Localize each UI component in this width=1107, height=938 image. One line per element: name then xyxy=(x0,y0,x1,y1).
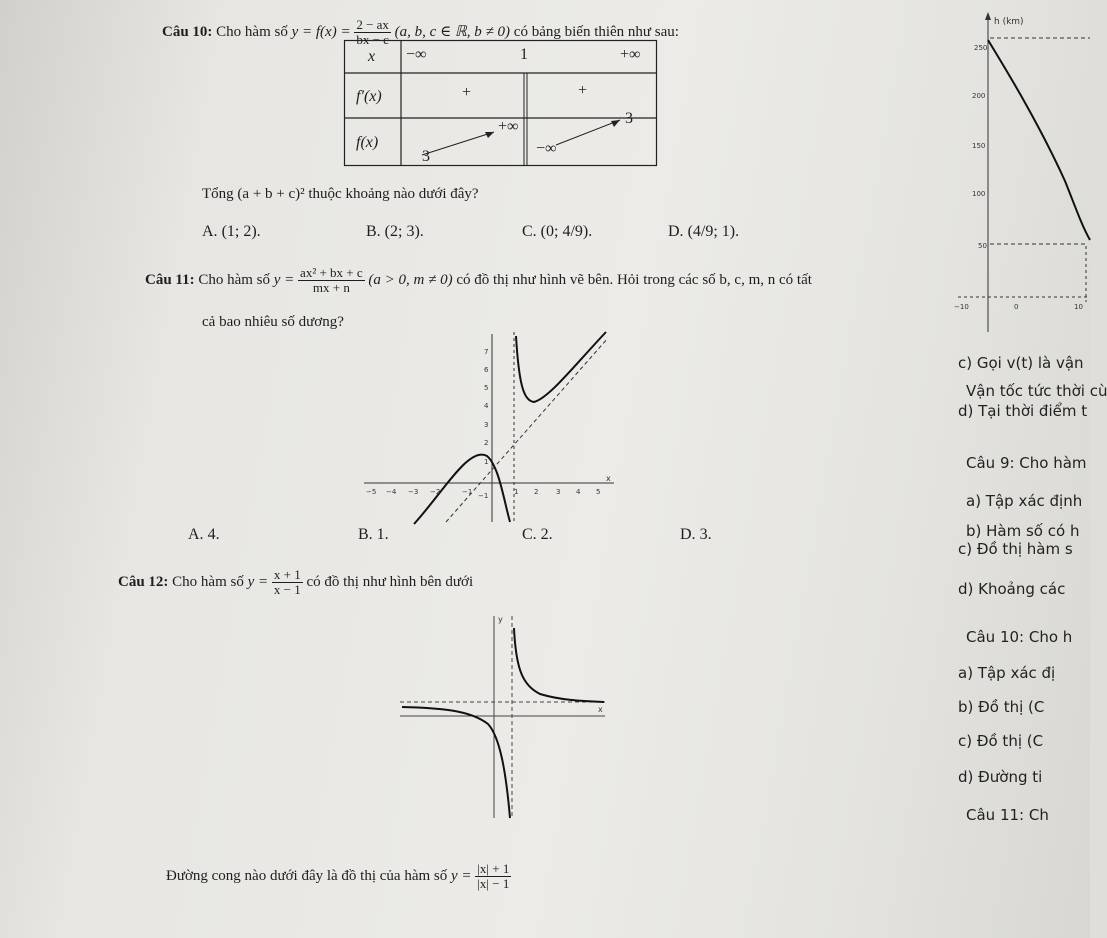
right-graph-tick-50: 50 xyxy=(978,242,987,250)
q11-tick-y-3: 3 xyxy=(484,421,489,429)
q11-tick-x-neg5: −5 xyxy=(366,488,377,496)
q10-option-d-text: (4/9; 1). xyxy=(687,223,740,240)
q12-bottom-lhs: y = xyxy=(451,867,472,884)
right-graph-tick-x-10: 10 xyxy=(1074,303,1083,311)
q11-tick-y-7: 7 xyxy=(484,348,489,356)
q12-bottom-fraction xyxy=(475,862,511,891)
q11-tick-y-2: 2 xyxy=(484,439,489,447)
q10-option-a[interactable] xyxy=(202,223,261,241)
vt-x-neg-inf: −∞ xyxy=(406,46,427,63)
vt-left-end: +∞ xyxy=(498,118,519,135)
variation-table xyxy=(344,40,657,166)
q10-label: Câu 10: xyxy=(162,23,213,40)
q10-intro: Cho hàm số xyxy=(216,23,288,40)
vt-func-label: f(x) xyxy=(356,134,379,151)
q10-option-b[interactable] xyxy=(366,223,424,241)
q11-tick-x-4: 4 xyxy=(576,488,581,496)
right-line-11: b) Đồ thị (C xyxy=(958,698,1045,716)
q11-tick-y-1: 1 xyxy=(484,458,489,466)
q12-graph xyxy=(400,612,610,822)
q11-option-a[interactable] xyxy=(188,526,220,544)
q11-func-num: ax² + bx + c xyxy=(300,265,363,280)
vt-x-label: x xyxy=(368,48,376,65)
q12-func-den: x − 1 xyxy=(273,582,301,597)
q10-func-den: bx − c xyxy=(356,32,389,47)
vt-left-start: 3 xyxy=(422,148,430,165)
q11-cond: (a > 0, m ≠ 0) xyxy=(368,271,453,288)
q11-option-c[interactable] xyxy=(522,526,553,544)
q11-option-a-text: 4. xyxy=(207,526,220,543)
q11-func-den: mx + n xyxy=(312,280,350,295)
q11-option-a-key: A. xyxy=(188,526,204,543)
q10-option-d[interactable] xyxy=(668,223,739,241)
q11-tick-x-neg2: −2 xyxy=(430,488,441,496)
vt-x-pos-inf: +∞ xyxy=(620,46,641,63)
right-graph-tick-x-neg10: −10 xyxy=(954,303,969,311)
q11-tick-x-2: 2 xyxy=(534,488,539,496)
q12-fraction xyxy=(272,568,303,597)
vt-deriv-sign-right: + xyxy=(578,82,588,99)
q11-option-c-key: C. xyxy=(522,526,537,543)
q11-option-d[interactable] xyxy=(680,526,712,544)
q11-tick-x-neg3: −3 xyxy=(408,488,419,496)
q11-tick-y-5: 5 xyxy=(484,384,489,392)
q11-tick-x-3: 3 xyxy=(556,488,561,496)
q11-tick-x-5: 5 xyxy=(596,488,601,496)
q12-axis-x-label: x xyxy=(598,705,603,714)
q11-tail2: cả bao nhiêu số dương? xyxy=(202,314,344,330)
q12-func-lhs: y = xyxy=(247,573,269,590)
q11-option-c-text: 2. xyxy=(540,526,553,543)
q11-graph xyxy=(364,326,614,526)
q12-bottom-num: |x| + 1 xyxy=(477,861,510,876)
q10-option-c[interactable] xyxy=(522,223,592,241)
q11-tick-x-neg1: −1 xyxy=(462,488,473,496)
q10-option-b-text: (2; 3). xyxy=(384,223,424,240)
right-line-1: c) Gọi v(t) là vận xyxy=(958,354,1084,372)
vt-right-end: 3 xyxy=(625,110,633,127)
q11-tick-y-labels xyxy=(478,348,489,500)
q11-option-d-key: D. xyxy=(680,526,696,543)
q12-bottom-line xyxy=(166,862,511,891)
q11-tick-y-6: 6 xyxy=(484,366,489,374)
q10-cond: (a, b, c ∈ ℝ, b ≠ 0) xyxy=(394,23,511,40)
q11-fraction xyxy=(298,266,365,295)
q12-intro: Cho hàm số xyxy=(172,573,244,590)
right-line-8: d) Khoảng các xyxy=(958,580,1066,598)
q10-option-c-key: C. xyxy=(522,223,537,240)
right-line-2: Vận tốc tức thời cù xyxy=(966,382,1107,400)
q10-option-a-key: A. xyxy=(202,223,218,240)
q10-option-a-text: (1; 2). xyxy=(221,223,261,240)
q11-label: Câu 11: xyxy=(145,271,195,288)
q11-tick-y-neg1: −1 xyxy=(478,492,489,500)
right-line-14: Câu 11: Ch xyxy=(966,806,1049,824)
q12-axis-y-label: y xyxy=(498,615,503,624)
q12-bottom-text: Đường cong nào dưới đây là đồ thị của hàm số xyxy=(166,867,448,884)
right-graph-tick-250: 250 xyxy=(974,44,988,52)
right-graph-tick-100: 100 xyxy=(972,190,986,198)
right-line-3: d) Tại thời điểm t xyxy=(958,402,1088,420)
q11-intro: Cho hàm số xyxy=(198,271,271,288)
right-line-5: a) Tập xác định xyxy=(966,492,1083,510)
right-line-9: Câu 10: Cho h xyxy=(966,628,1073,646)
right-graph-tick-200: 200 xyxy=(972,92,986,100)
q11-option-b-key: B. xyxy=(358,526,373,543)
right-graph-y-label: h (km) xyxy=(994,17,1024,27)
right-line-13: d) Đường ti xyxy=(958,768,1043,786)
q10-tail: có bảng biến thiên như sau: xyxy=(513,23,679,40)
q11-tick-x-1: 1 xyxy=(514,488,519,496)
q12-label: Câu 12: xyxy=(118,573,169,590)
vt-x-one: 1 xyxy=(520,46,528,63)
right-line-4: Câu 9: Cho hàm xyxy=(966,454,1087,472)
q11-option-b-text: 1. xyxy=(376,526,389,543)
right-line-12: c) Đồ thị (C xyxy=(958,732,1044,750)
q12-func-num: x + 1 xyxy=(273,567,301,582)
q11-option-d-text: 3. xyxy=(699,526,712,543)
q10-option-d-key: D. xyxy=(668,223,684,240)
q11-axis-x-label: x xyxy=(606,474,611,483)
vt-deriv-label: f′(x) xyxy=(356,88,382,105)
q10-func-num: 2 − ax xyxy=(356,17,389,32)
q12-statement xyxy=(118,568,473,597)
right-line-10: a) Tập xác đị xyxy=(958,664,1056,682)
q11-tick-y-4: 4 xyxy=(484,402,489,410)
right-line-6: b) Hàm số có h xyxy=(966,522,1080,540)
q11-statement xyxy=(145,266,812,295)
right-line-7: c) Đồ thị hàm s xyxy=(958,540,1073,558)
q10-option-b-key: B. xyxy=(366,223,381,240)
vt-deriv-sign-left: + xyxy=(462,84,472,101)
right-height-graph xyxy=(950,6,1090,336)
q10-option-c-text: (0; 4/9). xyxy=(540,223,593,240)
q11-func-lhs: y = xyxy=(273,271,295,288)
q12-tail: có đồ thị như hình bên dưới xyxy=(306,573,474,590)
q12-bottom-den: |x| − 1 xyxy=(477,876,510,891)
q11-tail: có đồ thị như hình vẽ bên. Hỏi trong các số b, c, m, n có tất xyxy=(456,271,812,288)
vt-right-start: −∞ xyxy=(536,140,557,157)
q11-option-b[interactable] xyxy=(358,526,389,544)
q11-tick-x-neg4: −4 xyxy=(386,488,397,496)
right-graph-tick-x-0: 0 xyxy=(1014,303,1019,311)
right-graph-tick-150: 150 xyxy=(972,142,986,150)
q10-question: Tổng (a + b + c)² thuộc khoảng nào dưới đây? xyxy=(202,186,479,202)
q10-func-lhs: y = f(x) = xyxy=(291,23,351,40)
